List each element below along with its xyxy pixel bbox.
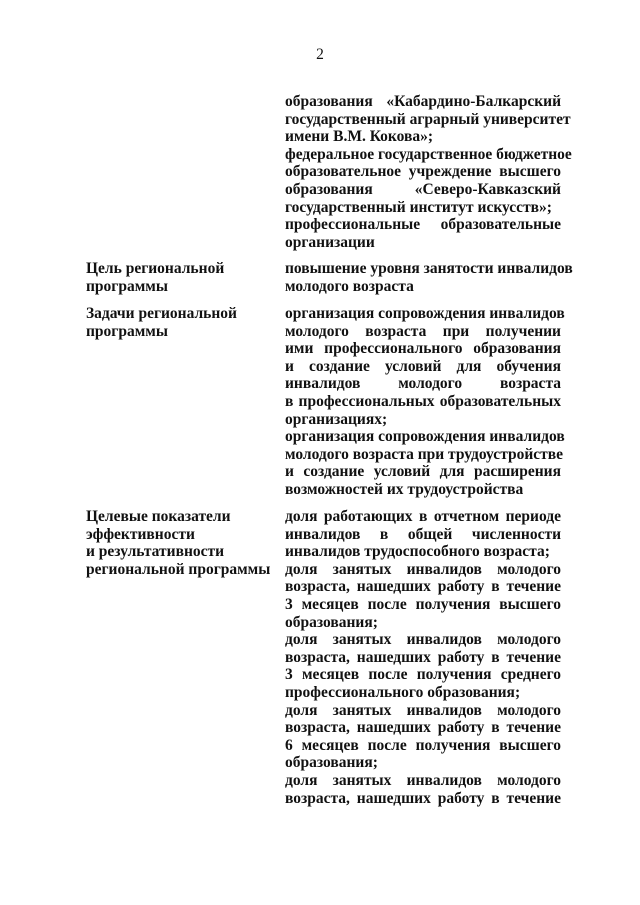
text-line: возраста, нашедших работу в течение — [285, 719, 561, 737]
text-line: государственный институт искусств»; — [285, 198, 552, 216]
text-line: организациях; — [285, 410, 388, 428]
text-line: организация сопровождения инвалидов — [285, 305, 565, 322]
label-line: эффективности — [86, 525, 195, 543]
row-value — [285, 508, 561, 807]
text-line: профессионального образования; — [285, 683, 521, 701]
label-line: Задачи региональной — [86, 305, 237, 322]
text-line: в профессиональных образовательных — [285, 392, 561, 410]
text-line: организация сопровождения инвалидов — [285, 428, 565, 446]
row-label — [86, 305, 276, 340]
text-line: повышение уровня занятости инвалидов — [285, 260, 573, 277]
text-line: инвалидов в общей численности — [285, 525, 561, 543]
text-line: образования; — [285, 613, 378, 631]
row-label — [86, 508, 276, 578]
text-line: имени В.М. Кокова»; — [285, 128, 434, 146]
text-line: образования «Северо-Кавказский — [285, 180, 561, 198]
text-line: и создание условий для обучения — [285, 357, 561, 375]
text-line: образовательное учреждение высшего — [285, 163, 561, 181]
label-line: Цель региональной — [86, 260, 225, 277]
text-line: 3 месяцев после получения высшего — [285, 595, 561, 613]
text-line: возможностей их трудоустройства — [285, 480, 524, 498]
text-line: инвалидов трудоспособного возраста; — [285, 543, 550, 561]
text-line: доля занятых инвалидов молодого — [285, 560, 561, 578]
text-line: возраста, нашедших работу в течение — [285, 648, 561, 666]
text-line: молодого возраста при получении — [285, 322, 561, 340]
text-line: федеральное государственное бюджетное — [285, 145, 572, 163]
row-value — [285, 260, 573, 295]
text-line: доля работающих в отчетном периоде — [285, 508, 561, 525]
text-line: инвалидов молодого возраста — [285, 375, 561, 393]
page-number: 2 — [316, 46, 324, 63]
text-line: молодого возраста — [285, 277, 414, 295]
text-line: профессиональные образовательные — [285, 216, 561, 234]
text-line: образования; — [285, 754, 378, 772]
text-line: ими профессионального образования — [285, 340, 561, 358]
continuation-value — [285, 93, 572, 251]
text-line: возраста, нашедших работу в течение — [285, 578, 561, 596]
label-line: и результативности — [86, 543, 225, 561]
text-line: организации — [285, 233, 375, 251]
label-line: программы — [86, 277, 168, 295]
label-line: Целевые показатели — [86, 508, 231, 525]
row-value — [285, 305, 565, 499]
text-line: молодого возраста при трудоустройстве — [285, 445, 564, 463]
text-line: доля занятых инвалидов молодого — [285, 771, 561, 789]
label-line: региональной программы — [86, 560, 271, 578]
text-line: доля занятых инвалидов молодого — [285, 701, 561, 719]
text-line: государственный аграрный университет — [285, 110, 571, 128]
text-line: 3 месяцев после получения среднего — [285, 666, 561, 684]
text-line: и создание условий для расширения — [285, 463, 561, 481]
text-line: возраста, нашедших работу в течение — [285, 789, 561, 807]
text-line: доля занятых инвалидов молодого — [285, 631, 561, 649]
row-label — [86, 260, 276, 295]
text-line: 6 месяцев после получения высшего — [285, 736, 561, 754]
text-line: образования «Кабардино-Балкарский — [285, 93, 561, 110]
label-line: программы — [86, 322, 168, 340]
